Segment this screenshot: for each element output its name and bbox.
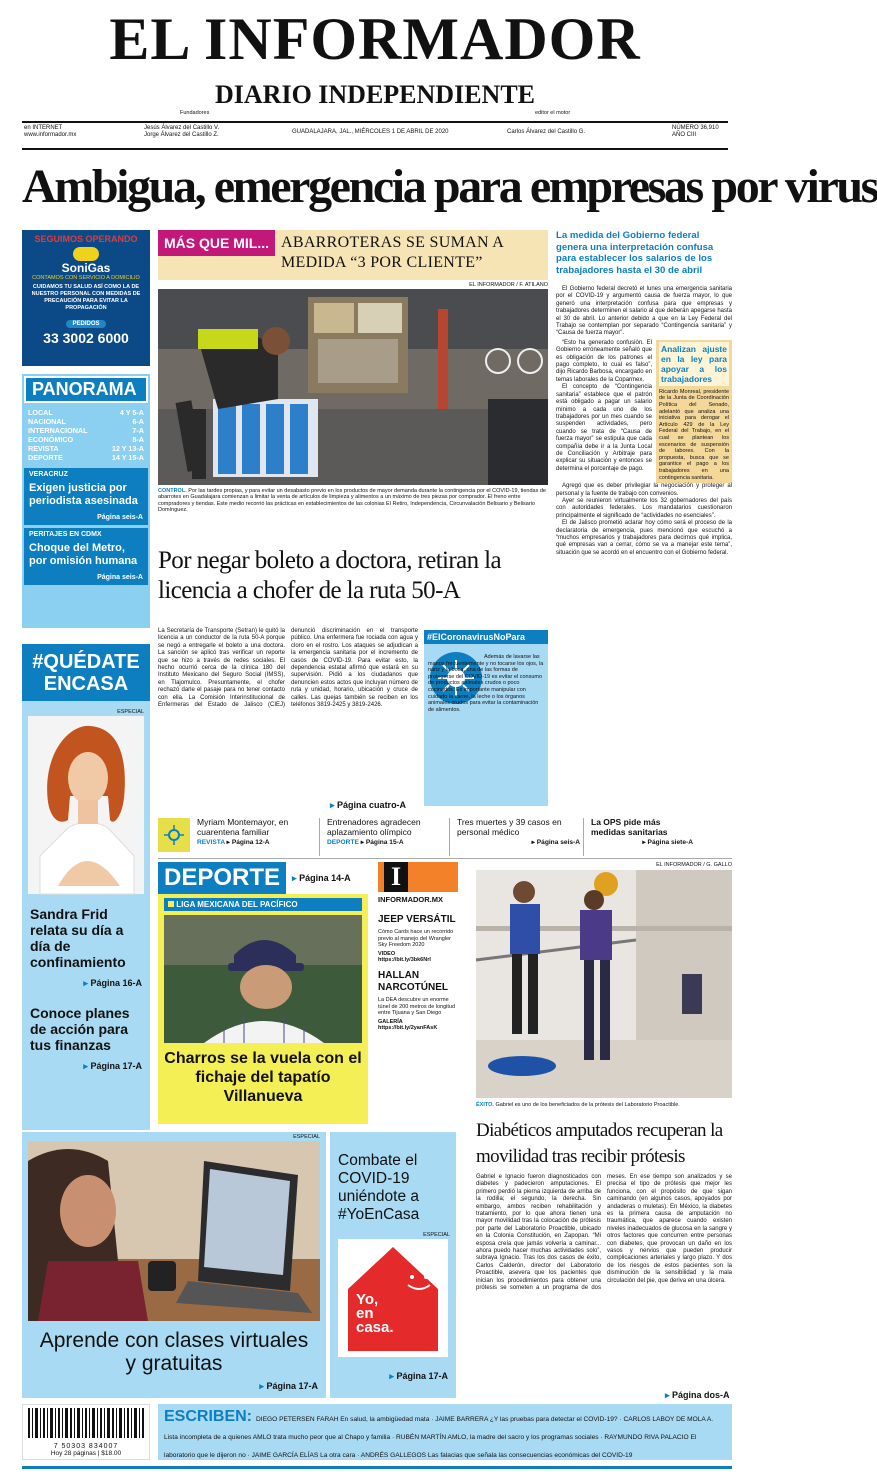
main-story-deck: La medida del Gobierno federal genera una interpretación confusa para establecer los salarios de los trabajadores hasta el 30 de abril xyxy=(556,230,714,276)
yoencasa-logo-line2: en xyxy=(356,1304,374,1322)
abarrotes-photo[interactable] xyxy=(158,289,548,485)
ad-sonigas-logo-icon xyxy=(73,247,99,261)
strip-item-text: La OPS pide más medidas sanitarias xyxy=(591,817,668,837)
issue-year: AÑO CIII xyxy=(672,132,697,139)
deporte-box xyxy=(158,862,368,1124)
informador-mx-item2-title[interactable]: HALLAN NARCOTÚNEL xyxy=(378,969,448,993)
strip-item-page: Página seis-A xyxy=(536,839,580,847)
coronavirus-body: Además de lavarse las manos frecuentemente y no tocarse los ojos, la nariz y la boca, una de las formas de protegerse del COVID-19 es evitar el consumo de productos animales crudos o poco cocinados. Es importante manipular con cuidado la carne, la leche o los órganos animales crudos para evitar la contaminación de alimentos. xyxy=(428,654,544,713)
abarrotes-illustration xyxy=(158,289,548,485)
footer-rule xyxy=(22,1466,732,1469)
diabeticos-headline[interactable]: Diabéticos amputados recuperan la movilidad tras recibir prótesis xyxy=(476,1120,723,1167)
strip-item-section: REVISTA xyxy=(197,839,225,847)
strip-item-text: Myriam Montemayor, en cuarentena familiar xyxy=(197,817,289,837)
yoencasa-box xyxy=(330,1132,456,1398)
main-story-p2: “Esto ha generado confusión. El Gobierno erróneamente señaló que es obligación de los patrones el pago completo, lo cual es falso”, dijo Ricardo Barbosa, encargado en temas laborales de la Coparmex. xyxy=(556,339,652,383)
clases-photo-credit: ESPECIAL xyxy=(293,1134,320,1140)
villanueva-illustration xyxy=(164,915,362,1043)
panorama-item-name: LOCAL xyxy=(28,408,53,417)
abarrotes-box xyxy=(158,230,548,540)
strip-item-deporte[interactable]: Entrenadores agradecen aplazamiento olímpico DEPORTE ▸ Página 15-A xyxy=(324,818,450,856)
masthead-dateline: GUADALAJARA, JAL., MIÉRCOLES 1 DE ABRIL DE 2020 xyxy=(292,129,449,135)
masthead-title: EL INFORMADOR xyxy=(109,6,641,72)
main-story xyxy=(556,230,732,830)
yoencasa-photo-credit: ESPECIAL xyxy=(423,1232,450,1238)
panorama-list xyxy=(22,405,150,464)
panorama-metro-page: Página seis-A xyxy=(97,574,143,581)
virus-small-icon xyxy=(163,824,185,846)
main-story-body xyxy=(556,286,732,557)
finance-page[interactable] xyxy=(22,1053,150,1072)
masthead-rule-top xyxy=(22,121,728,123)
panorama-item-page: 12 Y 13-A xyxy=(111,444,144,453)
escriben-label: ESCRIBEN: xyxy=(164,1408,253,1425)
panorama-item[interactable] xyxy=(28,435,144,444)
abarrotes-caption-text: Por las tardes propias, y para evitar un desabasto previo en los productos de mayor demanda durante la contingencia por el COVID-19, tiendas de abarrotes en Guadalajara comienzan a limitar la venta de artículos de limpieza y alimentos a un máximo de tres piezas por comprador. El freno entre compradores y tiendas. Este medio recorrió las prácticas en establecimientos de las colonias El Retiro, Independencia, Circunvalación Belisario y Belisario Domínguez. xyxy=(158,487,546,514)
founder-2: Jorge Álvarez del Castillo Z. xyxy=(144,132,219,139)
ad-sonigas-phone: 33 3002 6000 xyxy=(43,330,129,346)
informador-mx-item1-kicker: VIDEO xyxy=(378,950,396,957)
informador-mx-item1-url[interactable]: https://bit.ly/3bk6Nrl xyxy=(378,957,431,964)
strip-item-page: Página 15-A xyxy=(365,839,404,847)
panorama-veracruz-page: Página seis-A xyxy=(97,514,143,521)
teaser-strip xyxy=(158,818,732,856)
diabeticos-body: Gabriel e Ignacio fueron diagnosticados con diabetes y padecieron amputaciones. El primero perdió la pierna izquierda de arriba de la rodilla; el segundo, la derecha. Sin embargo, ambos reciben rehabilitación y tratamiento, por lo que ahora tienen una mayor movilidad tras la colocación de prótesis por parte del Laboratorio Proactible, ubicado en la Colonia Constitución, en Zapopan. “Mi esposa creía que jamás volvería a caminar... ahora puedo hacer muchas actividades solo”, subraya Ignacio. Tras los dos casos de éxito, Carlos Calderón, director del Laboratorio Proactible, asevera que los pacientes que inician los procedimientos para obtener una prótesis se someten a un programa de dos meses. En ese tiempo son analizados y se precisa el tipo de prótesis que mejor les funciona, con el propósito de que sigan caminando (en algunos casos, apoyados por andaderas o muletas). En México, la diabetes es la primera causa de amputación no traumática, que aparece cuando existen niveles inadecuados de glucosa en la sangre y otros factores que concurren entre personas con diabetes, que provocan un daño en los vasos y nervios que pueden producir complicaciones arteriales y largo plazo. Y dos de los riesgos de estos pacientes son la disminución de la sensibilidad y la mala circulación del pie, que deriva en una úlcera. xyxy=(476,1174,732,1292)
abarrotes-head xyxy=(158,230,548,280)
masthead-founders xyxy=(144,125,284,140)
panorama-metro-text: Choque del Metro, por omisión humana xyxy=(29,542,138,567)
sandra-frid-illustration xyxy=(28,716,144,894)
arrow-right-icon: ▸ xyxy=(83,1060,88,1071)
arrow-right-icon: ▸ xyxy=(330,800,335,810)
arrow-right-icon: ▸ xyxy=(259,1380,264,1391)
panorama-title: PANORAMA xyxy=(24,376,148,403)
internet-label: en INTERNET xyxy=(24,125,63,131)
footer-price: Hoy 28 páginas | $18.00 xyxy=(50,1450,122,1457)
sandra-frid-page[interactable] xyxy=(22,970,150,989)
abarrotes-caption-lead: CONTROL. xyxy=(158,487,187,494)
deporte-header[interactable] xyxy=(158,862,368,894)
informador-mx-label[interactable]: INFORMADOR.MX xyxy=(378,895,443,904)
panorama-item[interactable] xyxy=(28,444,144,453)
clases-photo[interactable] xyxy=(28,1141,320,1321)
quedate-photo-credit: ESPECIAL xyxy=(117,709,144,715)
ad-sonigas-logo: SoniGas xyxy=(61,261,111,275)
diabeticos-photo-credit: EL INFORMADOR / G. GALLO xyxy=(656,862,732,868)
arrow-right-icon: ▸ xyxy=(292,872,297,883)
diabeticos-page-label: Página dos-A xyxy=(672,1390,730,1400)
ad-sonigas-top: SEGUIMOS OPERANDO xyxy=(34,234,138,244)
panorama-item[interactable] xyxy=(28,408,144,417)
finance-text[interactable]: Conoce planes de acción para tus finanzas xyxy=(30,1004,130,1053)
panorama-item-name: DEPORTE xyxy=(28,453,63,462)
issue-number: NÚMERO 36,910 xyxy=(672,125,719,131)
strip-item-section: DEPORTE xyxy=(327,839,359,847)
main-story-p4: Agregó que es deber privilegiar la negociación y proteger al personal y la fuente de trabajo con convenios. xyxy=(556,483,732,497)
quedate-box xyxy=(22,644,150,1130)
coronavirus-tag[interactable]: #ElCoronavirusNoPara xyxy=(424,630,548,644)
chofer-page-label: Página cuatro-A xyxy=(337,800,407,810)
masthead-editor: Carlos Álvarez del Castillo G. xyxy=(507,129,586,135)
panorama-item-name: INTERNACIONAL xyxy=(28,426,88,435)
informador-mx-item2-body: La DEA descubre un enorme túnel de 200 metros de longitud entre Tijuana y San Diego xyxy=(378,996,456,1017)
yoencasa-logo[interactable] xyxy=(338,1239,448,1357)
yoencasa-logo-line3: casa. xyxy=(356,1318,394,1336)
strip-item-muertes[interactable]: Tres muertes y 39 casos en personal médico ▸ Página seis-A xyxy=(454,818,584,856)
barcode-icon xyxy=(28,1408,144,1438)
clases-headline[interactable]: Aprende con clases virtuales y gratuitas xyxy=(39,1328,309,1375)
strip-item-ops[interactable]: La OPS pide más medidas sanitarias ▸ Página siete-A xyxy=(591,817,693,847)
sandra-frid-page-label: Página 16-A xyxy=(90,977,142,988)
sidebar-senado[interactable] xyxy=(656,340,732,483)
escriben-box xyxy=(158,1404,732,1460)
yoencasa-page-label: Página 17-A xyxy=(396,1370,448,1381)
diabeticos-illustration xyxy=(476,870,732,1098)
main-story-p5: Ayer se reunieron virtualmente los 32 gobernadores del país con autoridades federales. Los mandatarios cuestionaron principalmente el significado de “actividades no esenciales”. xyxy=(556,497,732,519)
strip-item-text: Tres muertes y 39 casos en personal médico xyxy=(457,817,562,837)
abarrotes-headline[interactable]: ABARROTERAS SE SUMAN A MEDIDA “3 POR CLIENTE” xyxy=(281,234,504,271)
clases-page-label: Página 17-A xyxy=(266,1380,318,1391)
arrow-right-icon: ▸ xyxy=(665,1390,670,1400)
masthead-internet xyxy=(24,125,134,140)
informador-mx-item2-kicker: GALERÍA xyxy=(378,1018,403,1025)
strip-item-revista[interactable]: Myriam Montemayor, en cuarentena familiar REVISTA ▸ Página 12-A xyxy=(194,818,320,856)
internet-url[interactable]: www.informador.mx xyxy=(24,132,77,139)
panorama-veracruz[interactable] xyxy=(24,468,148,525)
quedate-banner[interactable] xyxy=(22,644,150,701)
panorama-item-name: NACIONAL xyxy=(28,417,66,426)
panorama-box xyxy=(22,374,150,628)
panorama-veracruz-label: VERACRUZ xyxy=(29,471,68,478)
sidebar-senado-body: Ricardo Monreal, presidente de la Junta de Coordinación Política del Senado, adelantó que analiza una iniciativa para derogar el Artículo 429 de la Ley Federal del Trabajo, en el cual se plantean los escenarios de suspensión de labores. Con la propuesta, busca que se garantice el pago a los trabajadores en una contingencia sanitaria. xyxy=(659,388,729,481)
square-icon xyxy=(168,901,174,907)
deporte-label: DEPORTE xyxy=(158,862,286,894)
informador-mx-item1-body: Cómo Cards hace un recorrido previo al manejo del Wrangler Sky Freedom 2020 xyxy=(378,929,454,949)
quedate-line2: ENCASA xyxy=(43,673,129,695)
sandra-frid-text[interactable]: Sandra Frid relata su día a día de confinamiento xyxy=(30,905,126,970)
sandra-frid-photo[interactable] xyxy=(28,716,144,894)
coronavirus-box xyxy=(424,630,548,806)
panorama-item-page: 8-A xyxy=(132,435,144,444)
chofer-headline[interactable]: Por negar boleto a doctora, retiran la licencia a chofer de la ruta 50-A xyxy=(158,547,502,604)
virus-strip-icon xyxy=(158,818,190,852)
panorama-item-page: 4 Y 5-A xyxy=(119,408,144,417)
masthead-subtitle: DIARIO INDEPENDIENTE xyxy=(215,80,535,109)
informador-mx-item2-url[interactable]: https://bit.ly/2yanFAsK xyxy=(378,1025,438,1032)
escriben-columnists[interactable]: DIEGO PETERSEN FARAH En salud, la ambigüedad mata · JAIME BARRERA ¿Y las pruebas para detectar el COVID-19? · CARLOS LABOY DE MOLA A. Lista incompleta de a quienes AMLO trata mucho peor que al Chapo y familia · RUBÉN MARTÍN AMLO, la madre del sacro y los programas sociales · RAYMUNDO RIVA PALACIO El laboratorio que le dijeron no · JAIME GARCÍA ELÍAS La otra cara · ANDRÉS GALLEGOS Las falacias que señala las consecuencias económicas del COVID-19 xyxy=(164,1416,714,1459)
barcode-digits: 7 50303 834007 xyxy=(53,1443,119,1450)
ad-sonigas-sub: CONTAMOS CON SERVICIO A DOMICILIO xyxy=(32,275,140,281)
founder-1: Jesús Álvarez del Castillo V. xyxy=(144,125,220,131)
masthead-founders-label: Fundadores xyxy=(180,110,210,116)
deporte-league xyxy=(164,898,362,911)
panorama-item-name: REVISTA xyxy=(28,444,59,453)
informador-mx-item1-title[interactable]: JEEP VERSÁTIL xyxy=(378,914,456,925)
main-story-p1: El Gobierno federal decretó el lunes una emergencia sanitaria por el COVID-19 y argumentó causa de fuerza mayor, lo que generó una interpretación confusa para que empresas y trabajadores determinen el salario al que deberán apegarse hasta el 30 de abril. Lo anterior debido a que en la Ley Federal del Trabajo se contemplan por separado “Contingencia sanitaria” y “Causa de fuerza mayor”. xyxy=(556,286,732,337)
yoencasa-text[interactable]: Combate el COVID-19 uniéndote a #YoEnCasa xyxy=(338,1152,420,1223)
panorama-veracruz-text: Exigen justicia por periodista asesinada xyxy=(29,482,138,507)
quedate-line1: #QUÉDATE xyxy=(32,651,140,673)
yoencasa-logo-line1: Yo, xyxy=(356,1290,379,1308)
diabeticos-photo[interactable] xyxy=(476,870,732,1098)
clases-page[interactable] xyxy=(22,1375,326,1392)
finance-page-label: Página 17-A xyxy=(90,1060,142,1071)
deporte-page-label: Página 14-A xyxy=(299,872,351,883)
main-headline: Ambigua, emergencia para empresas por virus xyxy=(22,160,877,213)
panorama-item[interactable] xyxy=(28,453,144,462)
panorama-item[interactable] xyxy=(28,417,144,426)
arrow-right-icon: ▸ xyxy=(389,1370,394,1381)
informador-mx-logo xyxy=(378,862,458,892)
ad-sonigas[interactable] xyxy=(22,230,150,366)
ad-sonigas-body: CUIDAMOS TU SALUD ASÍ COMO LA DE NUESTRO PERSONAL CON MEDIDAS DE PRECAUCIÓN PARA EVITAR LA PROPAGACIÓN xyxy=(31,284,141,311)
strip-rule xyxy=(158,858,732,859)
strip-item-page: Página 12-A xyxy=(231,839,270,847)
strip-item-page: Página siete-A xyxy=(647,839,693,847)
main-story-p3: El concepto de “Contingencia sanitaria” establece que el patrón está obligado a pagar un salario mínimo a cada uno de los trabajadores por un mes cuando se suspenden actividades, pero cuando se trata de “Causa de fuerza mayor” se estipula que cada compañía debe ir a la Junta Local de Conciliación y Arbitraje para explicar su situación y entonces se determina el porcentaje de pago. xyxy=(556,384,652,472)
deporte-league-label: LIGA MEXICANA DEL PACÍFICO xyxy=(176,900,298,909)
deporte-headline[interactable]: Charros se la vuela con el fichaje del tapatío Villanueva xyxy=(164,1050,362,1105)
panorama-item-page: 6-A xyxy=(132,417,144,426)
abarrotes-kicker: MÁS QUE MIL... xyxy=(158,230,275,256)
panorama-item-name: ECONÓMICO xyxy=(28,435,74,444)
chofer-body: La Secretaría de Transporte (Setran) le quitó la licencia a un conductor de la ruta 50-A porque se negó a entregarle el boleto a una doctora. La sanción se aplicó tras verificar un reporte que se hizo a través de redes sociales. El hecho ocurrió cerca de la clínica 180 del Instituto Mexicano del Seguro Social (IMSS), en Tlajomulco. Presuntamente, el chofer rechazó darle el pasaje para no tener contacto con ella. La Comisión Interinstitucional de Enfermeras del Estado de Jalisco (CIEJ) denunció discriminación en el transporte público. Una enfermera fue rociada con agua y cloro en el rostro. Los ataques se adjudican a la emergencia sanitaria por el incremento de casos de COVID-19. Para evitar esto, la dependencia estatal afirmó que estará en su supervisión. Pidió a los ciudadanos que denuncien estos actos que incluyan número de ruta y unidad, horario, ubicación y cruce de calles. Las quejas también se reciben en los teléfonos 3819-2425 y 3819-2426. xyxy=(158,628,418,709)
diabeticos-caption xyxy=(476,1102,732,1109)
main-story-p6: El de Jalisco prometió aclarar hoy cómo será el proceso de la declaratoria de emergencia, pues mencionó que escuchó a “muchos empresarios y trabajadores para decirnos qué implica, qué empresas van a cerrar, cómo se va a manejar este tema”, situación que se acordó en el encuentro con el Gobierno federal. xyxy=(556,520,732,556)
panorama-metro-label: PERITAJES EN CDMX xyxy=(29,531,102,538)
arrow-right-icon: ▸ xyxy=(83,977,88,988)
masthead-rule-bottom xyxy=(22,148,728,150)
yoencasa-page[interactable] xyxy=(330,1357,456,1382)
informador-logo-i: I xyxy=(384,862,408,892)
ad-sonigas-order: PEDIDOS xyxy=(66,320,105,328)
villanueva-photo[interactable] xyxy=(164,915,362,1043)
diabeticos-caption-lead: ÉXITO. xyxy=(476,1102,494,1108)
diabeticos-caption-text: Gabriel es uno de los beneficiados de la prótesis del Laboratorio Proactible. xyxy=(495,1102,680,1108)
clases-box xyxy=(22,1132,326,1398)
panorama-metro[interactable] xyxy=(24,528,148,585)
masthead-issue xyxy=(672,125,732,140)
abarrotes-caption xyxy=(158,485,548,514)
masthead-editor-label: editor el motor xyxy=(535,110,571,116)
sidebar-senado-title: Analizan ajuste en la ley para apoyar a los trabajadores xyxy=(661,343,727,384)
yoencasa-logo-text xyxy=(356,1290,394,1336)
chofer-page[interactable] xyxy=(330,800,406,811)
abarrotes-photo-credit: EL INFORMADOR / F. ATILANO xyxy=(469,282,548,288)
clases-illustration xyxy=(28,1141,320,1321)
panorama-item[interactable] xyxy=(28,426,144,435)
panorama-item-page: 7-A xyxy=(132,426,144,435)
diabeticos-page[interactable] xyxy=(665,1390,730,1401)
informador-mx-box xyxy=(378,862,458,1124)
strip-item-text: Entrenadores agradecen aplazamiento olímpico xyxy=(327,817,421,837)
footer-barcode xyxy=(22,1404,150,1460)
deporte-page xyxy=(286,873,351,884)
panorama-item-page: 14 Y 15-A xyxy=(111,453,144,462)
